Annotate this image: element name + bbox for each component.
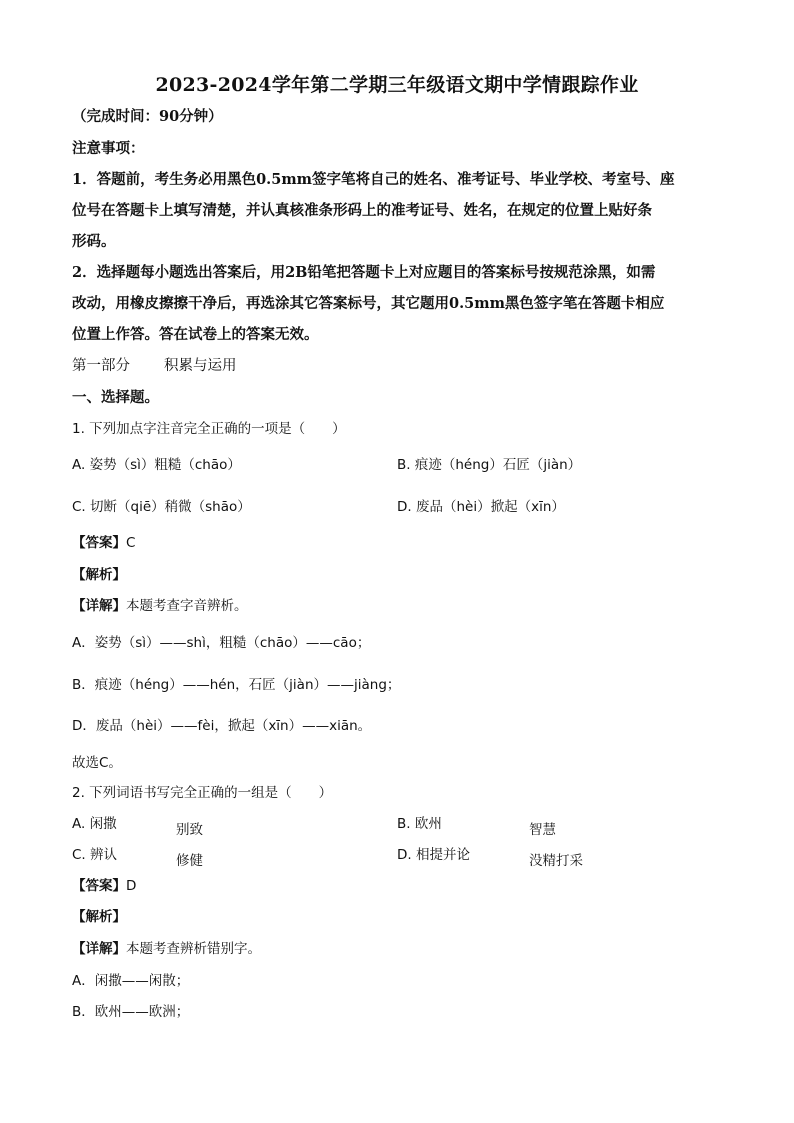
q2-option-d: D. 相提并论 bbox=[397, 847, 470, 863]
document-title: 2023-2024学年第二学期三年级语文期中学情跟踪作业 bbox=[155, 74, 639, 96]
q2-detail-text: 本题考查辨析错别字。 bbox=[126, 941, 261, 957]
q1-option-d: D. 废品（hèi）掀起（xīn） bbox=[397, 499, 565, 515]
notice-heading: 注意事项： bbox=[72, 140, 145, 157]
q2-explanation-a: A．闲撒——闲散； bbox=[72, 973, 190, 989]
q1-option-a: A. 姿势（sì）粗糙（chāo） bbox=[72, 457, 241, 473]
q1-detail bbox=[72, 600, 248, 614]
q2-detail bbox=[72, 943, 261, 957]
q2-option-a-word-2: 别致 bbox=[176, 822, 203, 838]
q2-answer bbox=[72, 880, 136, 894]
q1-detail-label: 【详解】 bbox=[72, 598, 126, 614]
q2-option-a: A. 闲撒 bbox=[72, 816, 117, 832]
part-1-name: 积累与运用 bbox=[164, 358, 237, 374]
notice-item-2-line-1: 2．选择题每小题选出答案后，用2B铅笔把答题卡上对应题目的答案标号按规范涂黑，如需 bbox=[72, 264, 656, 281]
notice-item-1-line-2: 位号在答题卡上填写清楚，并认真核准条形码上的准考证号、姓名，在规定的位置上贴好条 bbox=[72, 202, 652, 219]
duration-note: （完成时间：90分钟） bbox=[72, 108, 223, 125]
q1-conclusion: 故选C。 bbox=[72, 755, 122, 771]
q1-option-b: B. 痕迹（héng）石匠（jiàn） bbox=[397, 457, 582, 473]
q1-explanation-a: A．姿势（sì）——shì，粗糙（chāo）——cāo； bbox=[72, 635, 371, 651]
q2-option-d-word-2: 没精打采 bbox=[529, 853, 583, 869]
q1-stem: 1. 下列加点字注音完全正确的一项是（ ） bbox=[72, 421, 346, 437]
q1-explanation-d: D．废品（hèi）——fèi，掀起（xīn）——xiān。 bbox=[72, 718, 372, 734]
q1-explanation-b: B．痕迹（héng）——hén，石匠（jiàn）——jiàng； bbox=[72, 677, 401, 693]
q2-option-b-word-2: 智慧 bbox=[529, 822, 556, 838]
q2-explanation-b: B．欧州——欧洲； bbox=[72, 1004, 190, 1020]
notice-item-1-line-3: 形码。 bbox=[72, 233, 116, 250]
q1-analysis-label: 【解析】 bbox=[72, 567, 126, 583]
q1-answer bbox=[72, 537, 135, 551]
part-1-heading bbox=[72, 359, 237, 374]
notice-item-2-line-2: 改动，用橡皮擦擦干净后，再选涂其它答案标号，其它题用0.5mm黑色签字笔在答题卡相应 bbox=[72, 295, 665, 312]
q2-answer-label: 【答案】 bbox=[72, 878, 126, 894]
q1-answer-value: C bbox=[126, 535, 136, 551]
q2-option-c: C. 辨认 bbox=[72, 847, 118, 863]
q2-option-c-word-2: 修健 bbox=[176, 853, 203, 869]
q1-answer-label: 【答案】 bbox=[72, 535, 126, 551]
q1-detail-text: 本题考查字音辨析。 bbox=[126, 598, 248, 614]
q2-stem: 2. 下列词语书写完全正确的一组是（ ） bbox=[72, 785, 333, 801]
notice-item-2-line-3: 位置上作答。答在试卷上的答案无效。 bbox=[72, 326, 319, 343]
section-1-heading: 一、选择题。 bbox=[72, 389, 159, 406]
notice-item-1-line-1: 1．答题前，考生务必用黑色0.5mm签字笔将自己的姓名、准考证号、毕业学校、考室号、座 bbox=[72, 171, 675, 188]
part-1-label: 第一部分 bbox=[72, 358, 130, 374]
q2-option-b: B. 欧州 bbox=[397, 816, 442, 832]
q2-analysis-label: 【解析】 bbox=[72, 909, 126, 925]
q2-detail-label: 【详解】 bbox=[72, 941, 126, 957]
q1-option-c: C. 切断（qiē）稍微（shāo） bbox=[72, 499, 251, 515]
q2-answer-value: D bbox=[126, 878, 137, 894]
